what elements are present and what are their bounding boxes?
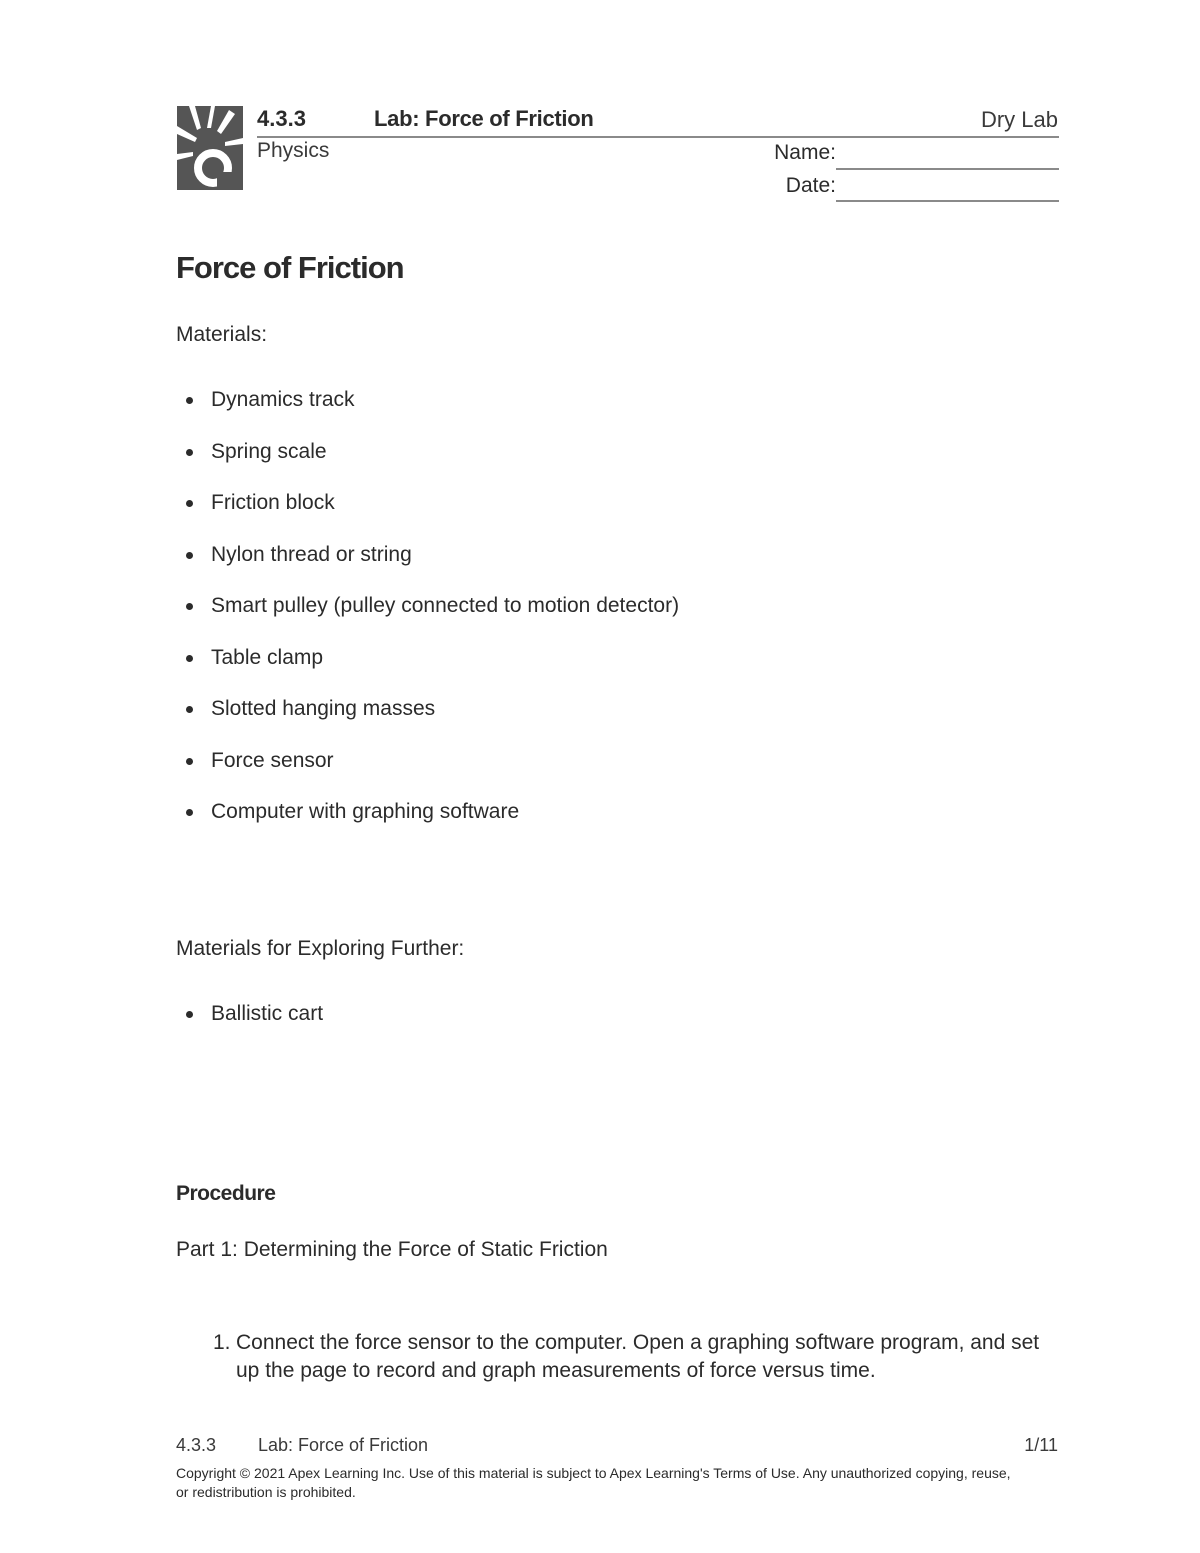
materials-list	[176, 387, 679, 851]
list-item: Computer with graphing software	[176, 799, 679, 851]
header-lab-type: Dry Lab	[980, 107, 1058, 132]
list-item: Nylon thread or string	[176, 542, 679, 594]
name-field[interactable]	[836, 168, 1059, 170]
apex-logo-icon	[177, 106, 243, 190]
footer-lesson-number: 4.3.3	[176, 1435, 217, 1455]
procedure-heading: Procedure	[176, 1182, 276, 1205]
list-item: Friction block	[176, 490, 679, 542]
list-item: Spring scale	[176, 439, 679, 491]
step-number: 1.	[213, 1331, 231, 1354]
header-subject: Physics	[257, 139, 330, 162]
list-item: Slotted hanging masses	[176, 696, 679, 748]
procedure-step	[213, 1329, 1053, 1385]
footer-lab-title: Lab: Force of Friction	[258, 1435, 429, 1455]
bullet-icon	[186, 809, 193, 816]
part1-heading: Part 1: Determining the Force of Static Friction	[176, 1238, 608, 1261]
header-lab-title: Lab: Force of Friction	[374, 106, 594, 131]
name-label: Name:	[774, 141, 836, 164]
bullet-icon	[186, 552, 193, 559]
date-field[interactable]	[836, 200, 1059, 202]
header-divider	[257, 136, 1059, 138]
list-item: Ballistic cart	[176, 1001, 323, 1053]
bullet-icon	[186, 603, 193, 610]
step-text: Connect the force sensor to the computer. Open a graphing software program, and set up the page to record and graph measurements of force versus time.	[236, 1331, 1040, 1382]
footer-page-number: 1/11	[1024, 1435, 1058, 1455]
bullet-icon	[186, 397, 193, 404]
header-lesson-number: 4.3.3	[257, 106, 306, 131]
list-item: Table clamp	[176, 645, 679, 697]
exploring-label: Materials for Exploring Further:	[176, 937, 465, 960]
page-title: Force of Friction	[176, 250, 404, 285]
bullet-icon	[186, 655, 193, 662]
list-item: Force sensor	[176, 748, 679, 800]
list-item: Dynamics track	[176, 387, 679, 439]
date-label: Date:	[785, 174, 836, 197]
copyright-notice: Copyright © 2021 Apex Learning Inc. Use of this material is subject to Apex Learning's Terms of Use. Any unauthorized copying, reuse, or redistribution is prohibited.	[176, 1465, 1011, 1500]
bullet-icon	[186, 1011, 193, 1018]
list-item: Smart pulley (pulley connected to motion detector)	[176, 593, 679, 645]
bullet-icon	[186, 449, 193, 456]
exploring-list	[176, 1001, 323, 1053]
bullet-icon	[186, 706, 193, 713]
materials-label: Materials:	[176, 323, 268, 346]
bullet-icon	[186, 500, 193, 507]
bullet-icon	[186, 758, 193, 765]
